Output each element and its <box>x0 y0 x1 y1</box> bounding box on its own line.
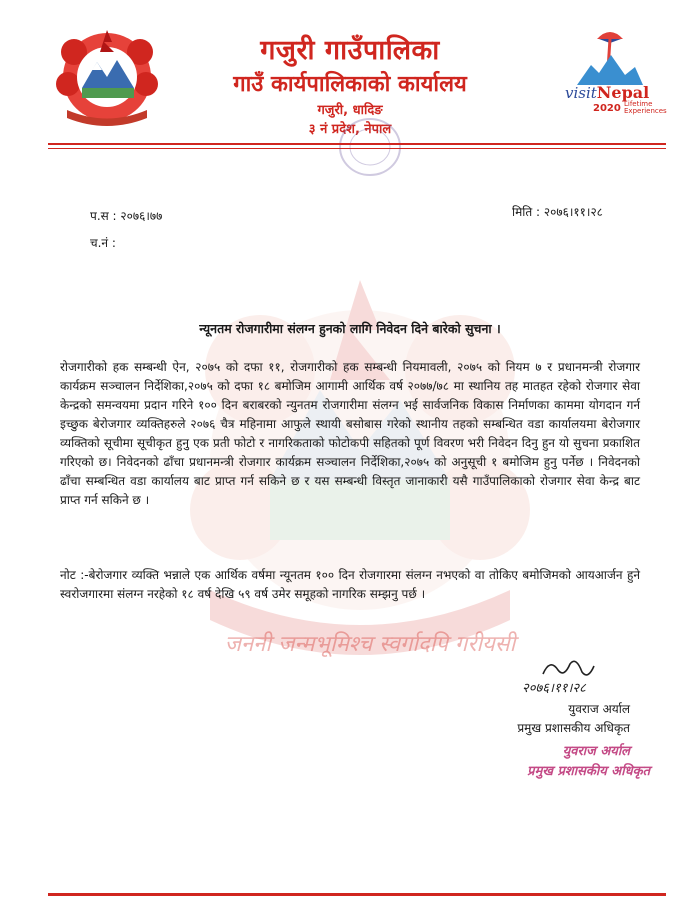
handwritten-signature <box>518 656 638 700</box>
signature-date: २०७६।११।२८ <box>522 681 586 696</box>
visit-year: 2020 <box>593 103 621 114</box>
signatory-name: युवराज अर्याल <box>568 702 630 716</box>
notice-body: रोजगारीको हक सम्बन्धी ऐन, २०७५ को दफा ११, रोजगारीको हक सम्बन्धी नियमावली, २०७५ को नियम ७ र प्रधानमन्त्री रोजगार कार्यक्रम सञ्चालन निर्देशिका,२०७५ को दफा १८ बमोजिम आगामी आर्थिक वर्ष २०७७/७८ मा स्थानिय तह मातहत रहेको रोजगार सेवा केन्द्रको समन्वयमा प्रदान गरिने १०० दिन बराबरको न्युनतम रोजगारीमा संलग्न भई सार्वजनिक विकास निर्माणका काममा योगदान गर्न इच्छुक बेरोजगार व्यक्तिहरुले २०७६ चैत्र महिनामा आफुले स्थायी बसोबास गरेको स्थानीय तहको सम्बन्धित वडा कार्यालयमा बेरोजगार व्यक्तिको सूचीमा सूचीकृत हुनु एक प्रती फोटो र नागरिकताको फोटोकपी सहितको पूर्ण विवरण भरी निवेदन दिनु हुन यो सुचना प्रकाशित गरिएको छ। निवेदनको ढाँचा प्रधानमन्त्री रोजगार कार्यक्रम सञ्चालन निर्देशिका,२०७५ को अनुसूची १ बमोजिम हुनु पर्नेछ । निवेदनको ढाँचा सम्बन्धित वडा कार्यालय बाट प्राप्त गर्न सकिने छ र यस सम्बन्धी विस्तृत जानाकारी यसै गाउँपालिकाको रोजगार सेवा केन्द्र बाट प्राप्त गर्न सकिने छ । <box>60 360 640 507</box>
visit-nepal-mountain-icon <box>577 25 643 87</box>
visit-text: visit <box>565 84 597 102</box>
notice-subject: न्यूनतम रोजगारीमा संलग्न हुनको लागि निवेदन दिने बारेको सुचना । <box>199 321 501 336</box>
document-date: मिति : २०७६।११।२८ <box>512 205 603 219</box>
office-name: गजुरी गाउँपालिका <box>260 35 440 66</box>
reference-number: प.स : २०७६।७७ <box>90 209 163 223</box>
address-line-1: गजुरी, धादिङ <box>317 103 383 118</box>
government-emblem-logo <box>52 22 162 128</box>
notice-note: नोट :-बेरोजगार व्यक्ति भन्नाले एक आर्थिक वर्षमा न्यूनतम १०० दिन रोजगारमा संलग्न नभएको वा तोकिए बमोजिमको आयआर्जन हुने स्वरोजगारमा संलग्न नरहेको १८ वर्ष देखि ५९ वर्ष उमेर समूहको नागरिक सम्झनु पर्छ । <box>60 568 640 601</box>
header-rule <box>48 143 666 145</box>
stamp-designation: प्रमुख प्रशासकीय अधिकृत <box>527 764 650 779</box>
header-rule-thin <box>48 148 666 149</box>
stamp-name: युवराज अर्याल <box>562 744 630 759</box>
footer-rule <box>48 893 666 896</box>
nepal-text: Nepal <box>596 83 650 102</box>
tagline-line-1: Lifetime <box>624 100 653 108</box>
dispatch-number: च.नं : <box>90 236 116 250</box>
signatory-designation: प्रमुख प्रशासकीय अधिकृत <box>517 721 630 735</box>
watermark-motto: जननी जन्मभूमिश्च स्वर्गादपि गरीयसी <box>224 632 516 657</box>
office-subtitle: गाउँ कार्यपालिकाको कार्यालय <box>233 72 467 97</box>
tagline-line-2: Experiences <box>624 107 667 115</box>
visit-nepal-logo <box>545 25 675 125</box>
address-line-2: ३ नं प्रदेश, नेपाल <box>308 122 392 137</box>
